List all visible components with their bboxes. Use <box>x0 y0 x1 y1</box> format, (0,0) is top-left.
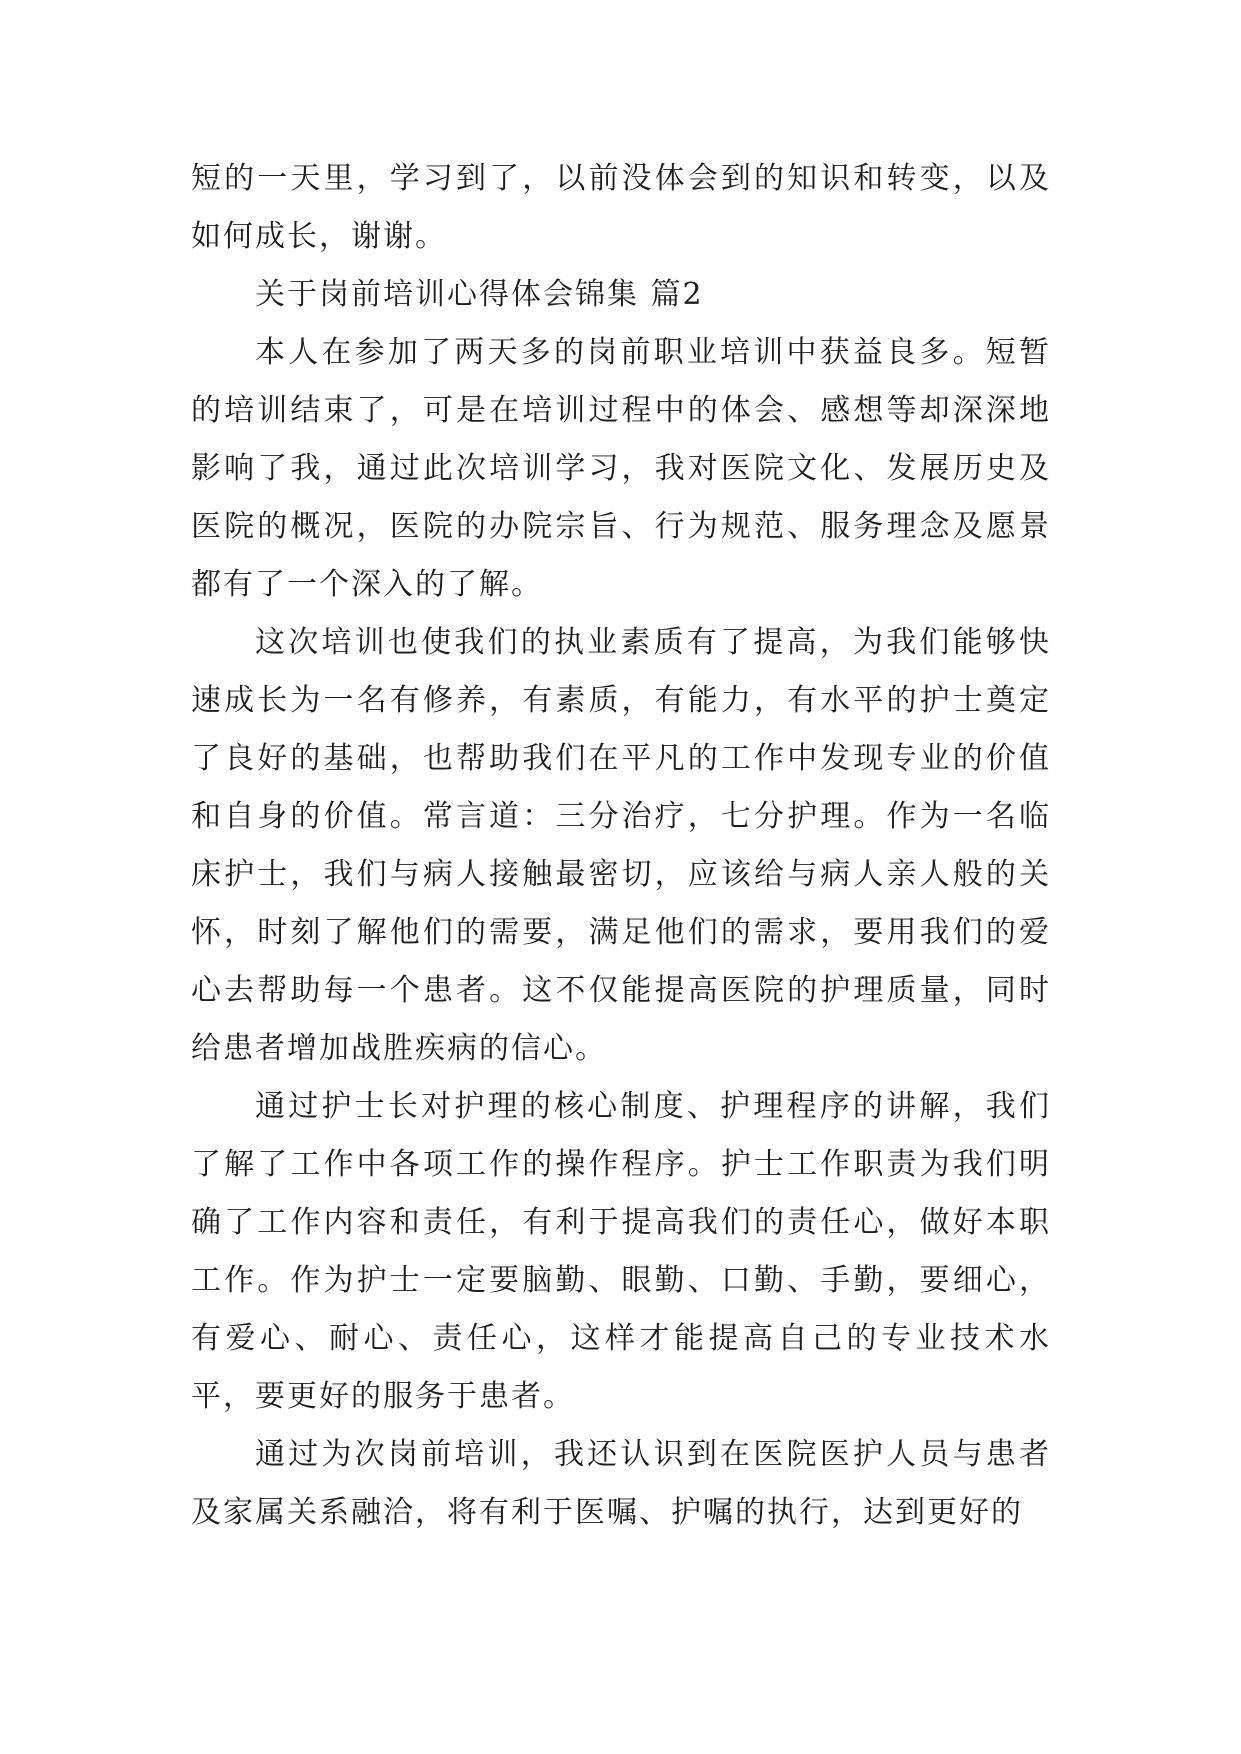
paragraph: 通过为次岗前培训，我还认识到在医院医护人员与患者及家属关系融洽，将有利于医嘱、护嘱的执行，达到更好的 <box>191 1437 1051 1530</box>
paragraph: 本人在参加了两天多的岗前职业培训中获益良多。短暂的培训结束了，可是在培训过程中的体会、感想等却深深地影响了我，通过此次培训学习，我对医院文化、发展历史及医院的概况，医院的办院宗旨、行为规范、服务理念及愿景都有了一个深入的了解。 <box>191 335 1051 602</box>
paragraph: 这次培训也使我们的执业素质有了提高，为我们能够快速成长为一名有修养，有素质，有能力，有水平的护士奠定了良好的基础，也帮助我们在平凡的工作中发现专业的价值和自身的价值。常言道：三分治疗，七分护理。作为一名临床护士，我们与病人接触最密切，应该给与病人亲人般的关怀，时刻了解他们的需要，满足他们的需求，要用我们的爱心去帮助每一个患者。这不仅能提高医院的护理质量，同时给患者增加战胜疾病的信心。 <box>191 625 1051 1066</box>
document-page <box>191 150 1051 1542</box>
paragraph: 通过护士长对护理的核心制度、护理程序的讲解，我们了解了工作中各项工作的操作程序。护士工作职责为我们明确了工作内容和责任，有利于提高我们的责任心，做好本职工作。作为护士一定要脑勤、眼勤、口勤、手勤，要细心，有爱心、耐心、责任心，这样才能提高自己的专业技术水平，要更好的服务于患者。 <box>191 1089 1051 1414</box>
paragraph-continuation: 短的一天里，学习到了，以前没体会到的知识和转变，以及如何成长，谢谢。 <box>191 161 1051 254</box>
section-heading: 关于岗前培训心得体会锦集 篇2 <box>255 277 704 312</box>
